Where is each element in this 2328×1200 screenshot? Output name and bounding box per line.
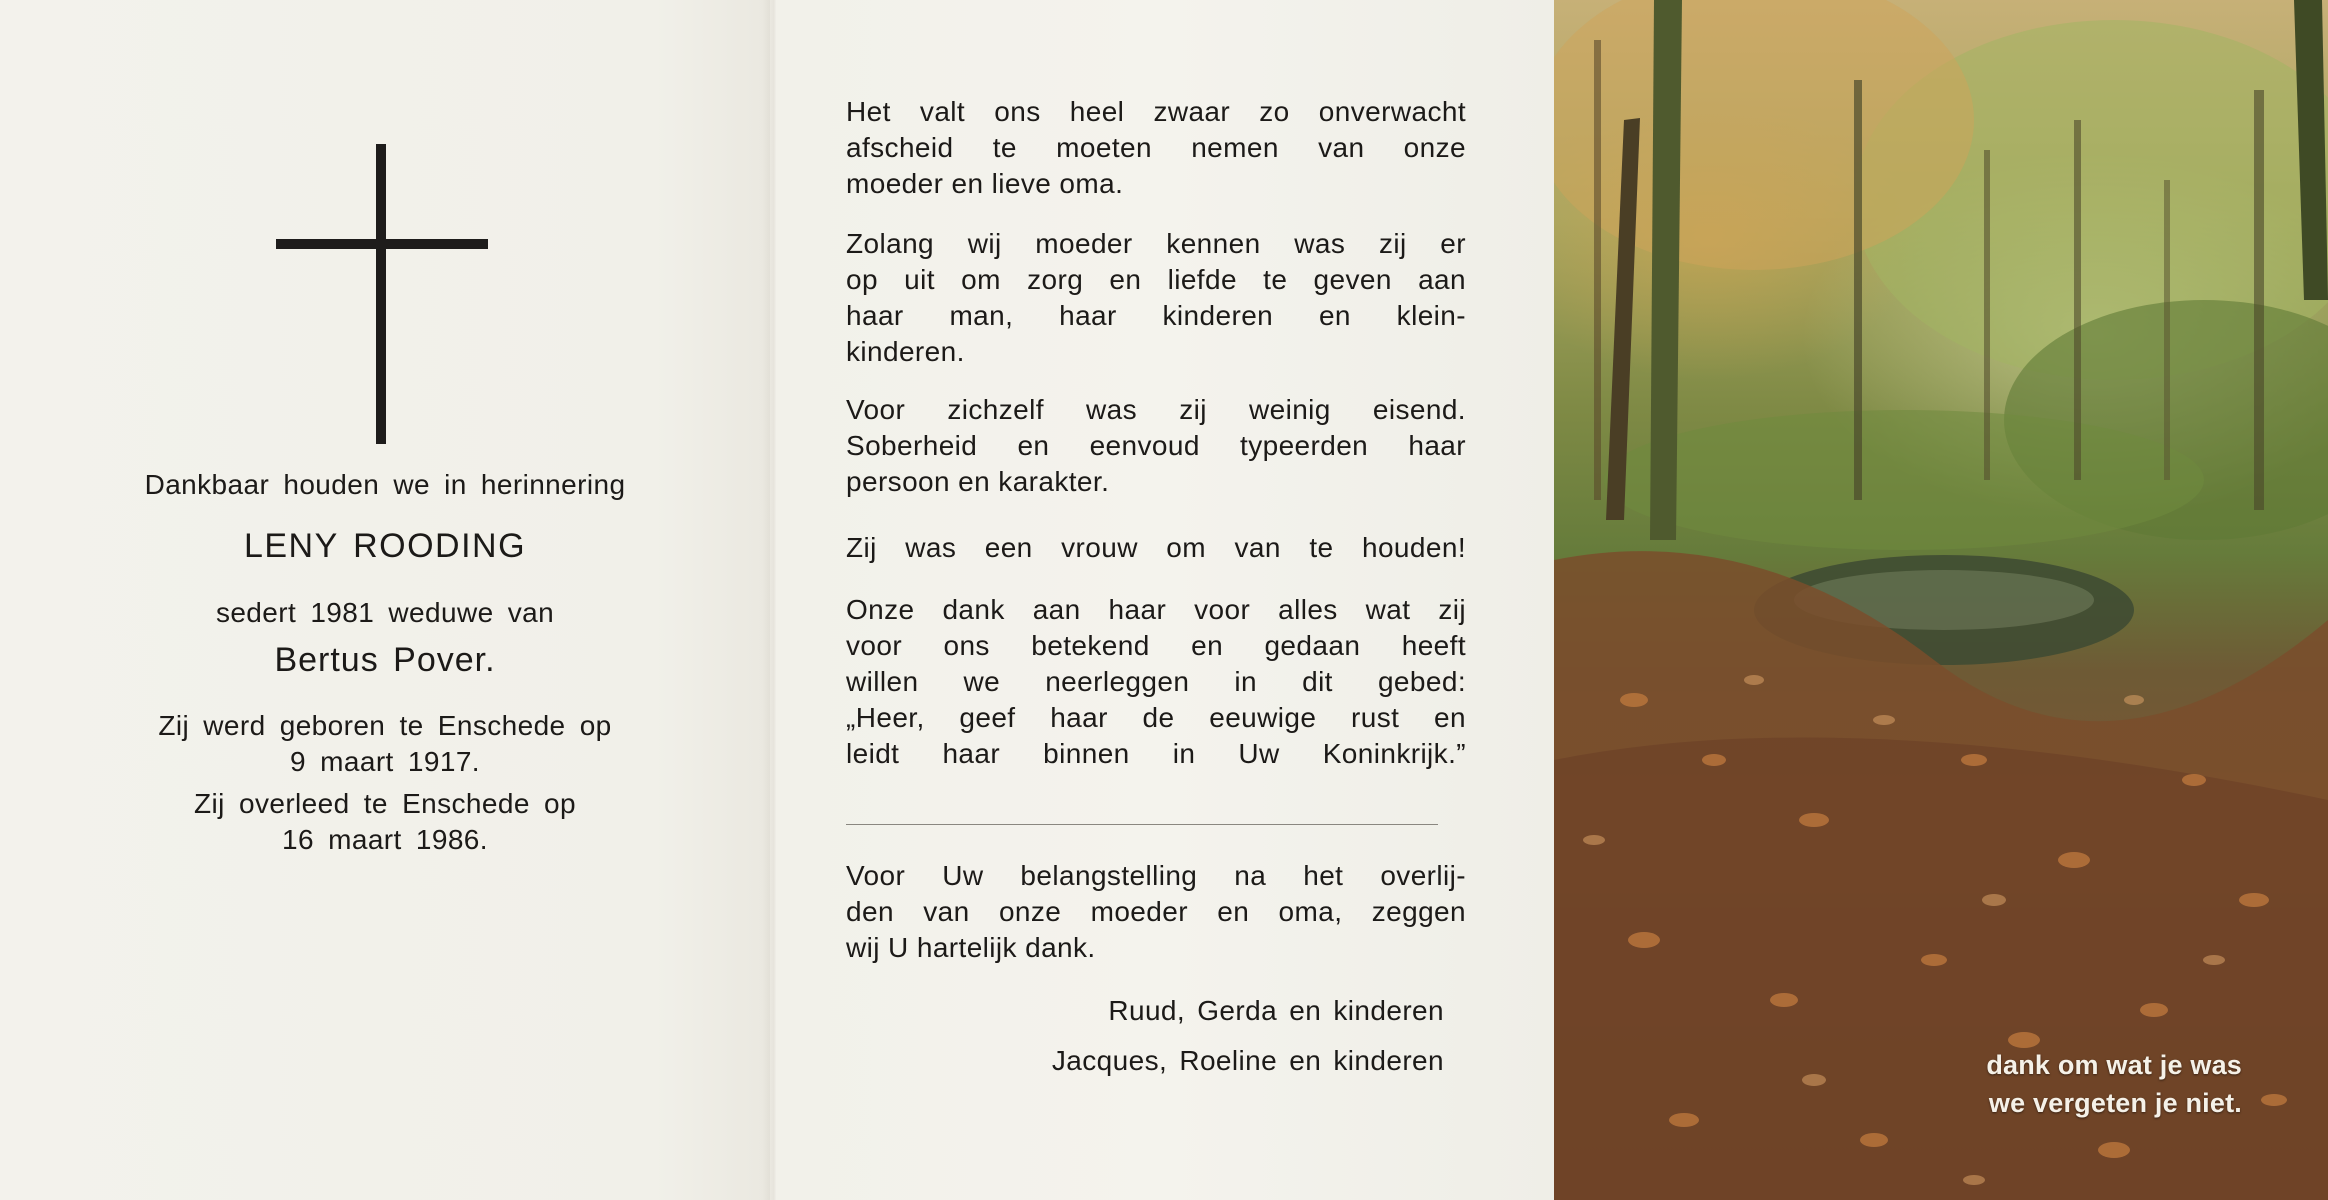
forest-photo [1554, 0, 2328, 1200]
born-line-2: 9 maart 1917. [290, 746, 480, 777]
born-line-1: Zij werd geboren te Enschede op [158, 710, 612, 741]
paragraph-2-line-1: Zolang wij moeder kennen was zij er [846, 228, 1466, 259]
cross-icon [276, 144, 488, 444]
spouse-name: Bertus Pover. [274, 641, 496, 679]
photo-caption-line-2: we vergeten je niet. [1988, 1088, 2242, 1118]
middle-panel [776, 0, 1554, 1200]
divider-line [846, 824, 1438, 825]
left-panel [0, 0, 770, 1200]
paragraph-4-line-1: Zij was een vrouw om van te houden! [846, 532, 1466, 563]
paragraph-5-line-3: willen we neerleggen in dit gebed: [846, 666, 1466, 697]
paragraph-5-line-1: Onze dank aan haar voor alles wat zij [846, 594, 1466, 625]
paragraph-5-line-5: leidt haar binnen in Uw Koninkrijk.” [846, 738, 1466, 769]
signature-2: Jacques, Roeline en kinderen [1051, 1045, 1444, 1076]
paragraph-2-line-4: kinderen. [846, 336, 965, 367]
died-line-1: Zij overleed te Enschede op [194, 788, 576, 819]
intro-text: Dankbaar houden we in herinnering [144, 469, 626, 500]
thanks-line-3: wij U hartelijk dank. [846, 932, 1096, 963]
paragraph-5-line-4: „Heer, geef haar de eeuwige rust en [846, 702, 1466, 733]
thanks-line-2: den van onze moeder en oma, zeggen [846, 896, 1466, 927]
signature-1: Ruud, Gerda en kinderen [1108, 995, 1444, 1026]
paragraph-3-line-1: Voor zichzelf was zij weinig eisend. [846, 394, 1466, 425]
paragraph-1-line-3: moeder en lieve oma. [846, 168, 1124, 199]
paragraph-2-line-3: haar man, haar kinderen en klein- [846, 300, 1466, 331]
paragraph-5-line-2: voor ons betekend en gedaan heeft [846, 630, 1466, 661]
paragraph-1-line-1: Het valt ons heel zwaar zo onverwacht [846, 96, 1466, 127]
paragraph-1-line-2: afscheid te moeten nemen van onze [846, 132, 1466, 163]
died-line-2: 16 maart 1986. [282, 824, 488, 855]
paragraph-3-line-3: persoon en karakter. [846, 466, 1110, 497]
photo-caption-line-1: dank om wat je was [1986, 1050, 2242, 1080]
paragraph-2-line-2: op uit om zorg en liefde te geven aan [846, 264, 1466, 295]
widow-line: sedert 1981 weduwe van [215, 597, 555, 628]
paragraph-3-line-2: Soberheid en eenvoud typeerden haar [846, 430, 1466, 461]
deceased-name: LENY ROODING [243, 527, 527, 565]
thanks-line-1: Voor Uw belangstelling na het overlij- [846, 860, 1466, 891]
forest-illustration [1554, 0, 2328, 1200]
